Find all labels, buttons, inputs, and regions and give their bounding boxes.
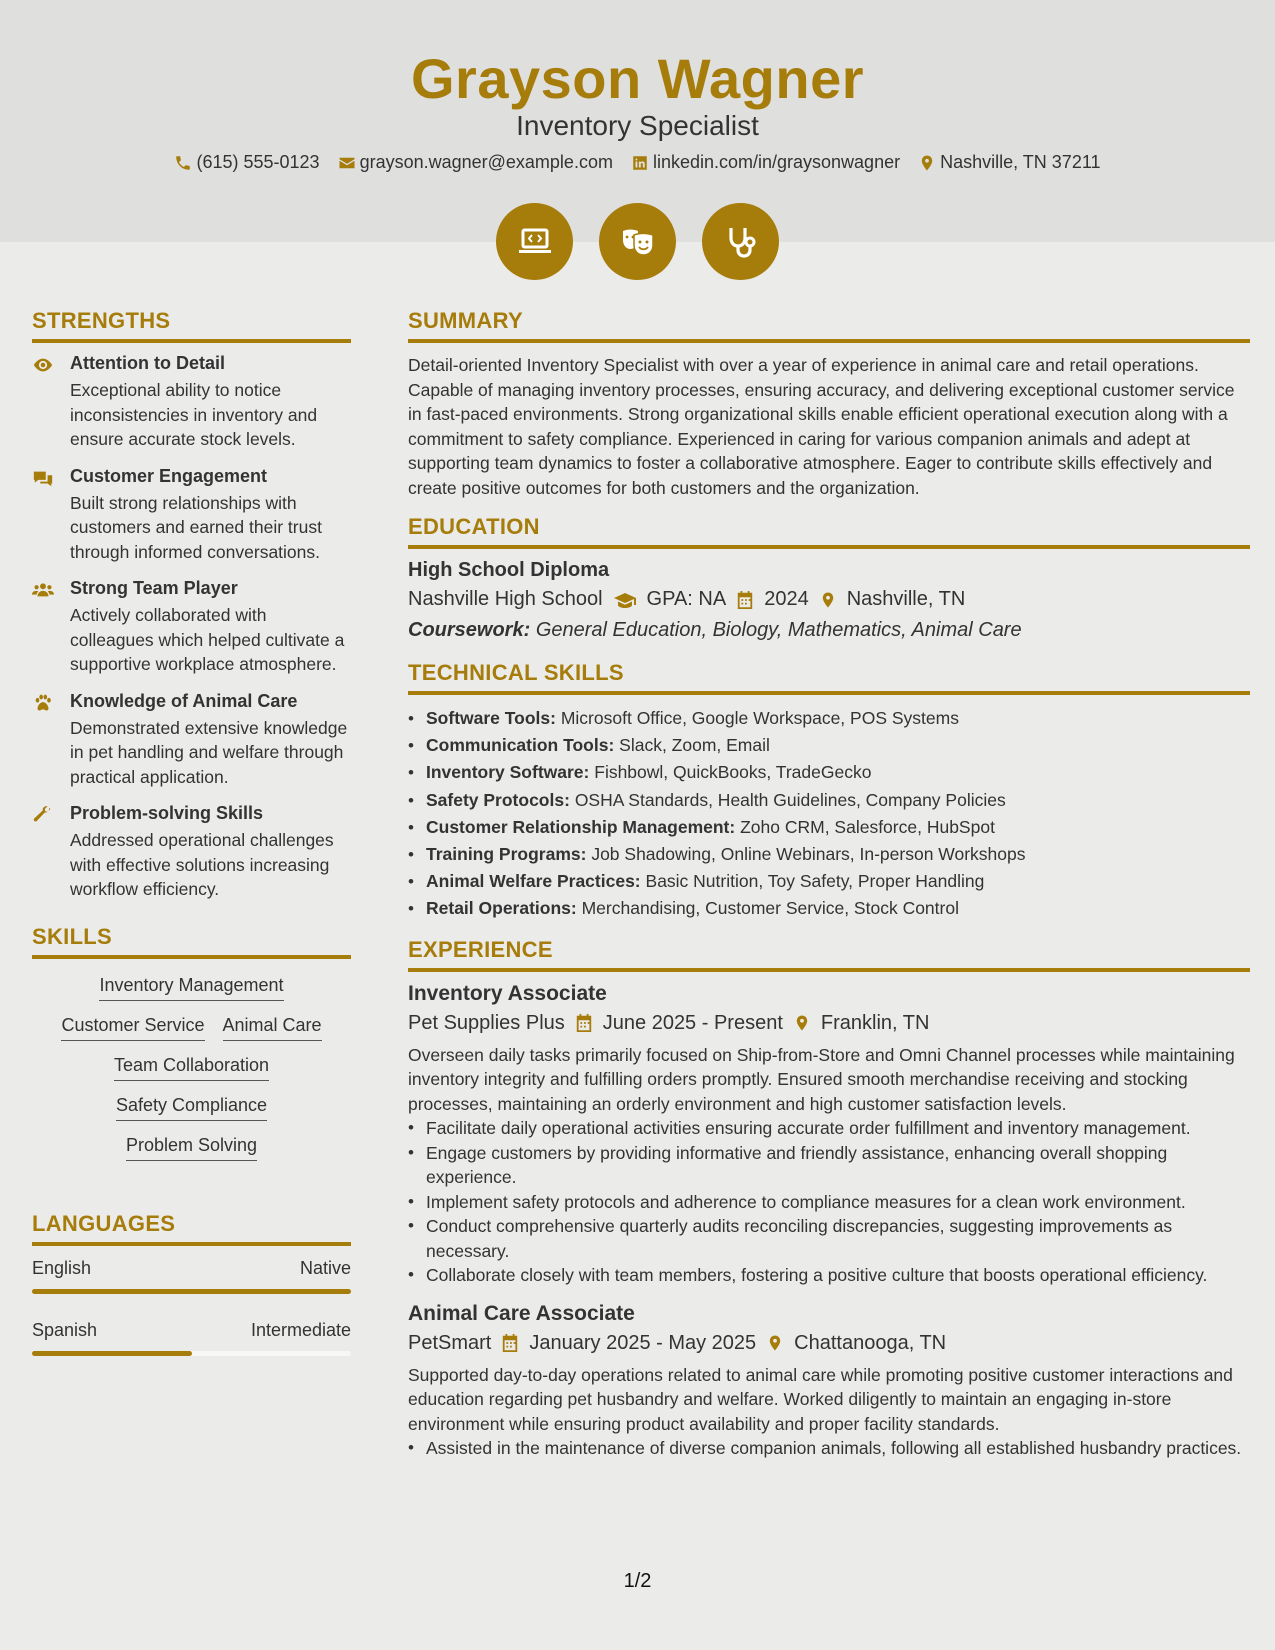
comments-icon (32, 468, 54, 488)
contact-bar (0, 152, 1275, 173)
phone-icon (174, 154, 192, 172)
strength-item (32, 578, 351, 677)
laptop-code-icon (515, 222, 555, 262)
skill-tag: Team Collaboration (114, 1055, 269, 1081)
list-item: • Retail Operations: Merchandising, Customer Service, Stock Control (408, 895, 1250, 922)
list-item: • Implement safety protocols and adherence to compliance measures for a clean work environment. (408, 1190, 1250, 1215)
calendar-icon (575, 1013, 593, 1033)
calendar-icon (501, 1333, 519, 1353)
contact-phone[interactable] (174, 152, 319, 173)
strength-title: Knowledge of Animal Care (70, 690, 298, 711)
job-location: Franklin, TN (820, 1011, 930, 1034)
list-item: • Inventory Software: Fishbowl, QuickBooks, TradeGecko (408, 759, 1250, 786)
wrench-icon (32, 805, 54, 825)
coursework-label: Coursework: (408, 619, 531, 641)
job-dates: June 2025 - Present (602, 1011, 783, 1034)
email-text: grayson.wagner@example.com (359, 152, 613, 172)
job-summary: Overseen daily tasks primarily focused on Ship-from-Store and Omni Channel processes while maintaining inventory integrity and fulfilling orders promptly. Ensured smooth merchandise receiving and stocking processes, maintaining an orderly environment and high customer satisfaction levels. (408, 1044, 1235, 1114)
candidate-name: Grayson Wagner (410, 47, 865, 110)
strength-item (32, 466, 351, 565)
list-item: • Animal Welfare Practices: Basic Nutrition, Toy Safety, Proper Handling (408, 868, 1250, 895)
language-item (32, 1258, 351, 1294)
users-icon (32, 580, 54, 600)
job-bullets (408, 1436, 1250, 1461)
list-item: • Facilitate daily operational activities ensuring accurate order fulfillment and inventory management. (408, 1116, 1250, 1141)
language-bar-fill (32, 1351, 192, 1356)
interest-circle-3 (702, 203, 779, 280)
right-column (408, 308, 1250, 1461)
education-year: 2024 (764, 588, 809, 610)
strengths-heading: STRENGTHS (32, 308, 351, 343)
education-gpa: GPA: NA (646, 588, 727, 610)
language-level: Intermediate (250, 1319, 351, 1340)
phone-text: (615) 555-0123 (196, 152, 320, 172)
language-item (32, 1320, 351, 1356)
skills-list (32, 969, 351, 1161)
technical-skills-heading: TECHNICAL SKILLS (408, 660, 1250, 695)
calendar-icon (736, 590, 754, 610)
skill-tag: Customer Service (61, 1015, 204, 1041)
strength-item (32, 803, 351, 902)
job-meta (408, 1332, 1250, 1355)
interest-circle-2 (599, 203, 676, 280)
strength-desc: Addressed operational challenges with effective solutions increasing workflow efficiency. (70, 830, 334, 899)
paw-icon (32, 693, 54, 713)
job-bullets (408, 1116, 1250, 1288)
list-item: • Conduct comprehensive quarterly audits reconciling discrepancies, suggesting improvements as necessary. (408, 1214, 1250, 1263)
list-item: • Training Programs: Job Shadowing, Online Webinars, In-person Workshops (408, 841, 1250, 868)
skills-heading: SKILLS (32, 924, 351, 959)
language-name: English (32, 1257, 92, 1278)
strength-title: Problem-solving Skills (70, 803, 264, 823)
language-bar (32, 1289, 351, 1294)
map-marker-icon (793, 1013, 811, 1033)
education-heading: EDUCATION (408, 514, 1250, 549)
language-level: Native (299, 1257, 351, 1278)
education-degree: High School Diploma (408, 559, 610, 581)
education-location: Nashville, TN (846, 588, 966, 610)
education-meta (408, 588, 1250, 611)
map-marker-icon (918, 154, 936, 172)
linkedin-icon (631, 154, 649, 172)
list-item: • Software Tools: Microsoft Office, Google Workspace, POS Systems (408, 705, 1250, 732)
candidate-title: Inventory Specialist (516, 110, 759, 141)
page-number: 1/2 (623, 1570, 652, 1592)
linkedin-text: linkedin.com/in/graysonwagner (652, 152, 901, 172)
list-item: • Communication Tools: Slack, Zoom, Email (408, 732, 1250, 759)
job-meta (408, 1012, 1250, 1035)
list-item: • Safety Protocols: OSHA Standards, Health Guidelines, Company Policies (408, 787, 1250, 814)
job-company: PetSmart (408, 1331, 492, 1354)
interest-circle-1 (496, 203, 573, 280)
list-item: • Collaborate closely with team members, fostering a positive culture that boosts operational efficiency. (408, 1263, 1250, 1288)
job-summary: Supported day-to-day operations related to animal care while promoting positive customer interactions and education regarding pet husbandry and welfare. Worked diligently to maintain an engaging in-store environment while ensuring product availability and proper facility standards. (408, 1364, 1233, 1434)
contact-linkedin[interactable] (631, 152, 900, 173)
stethoscope-icon (721, 222, 761, 262)
job-title: Animal Care Associate (408, 1301, 635, 1325)
education-coursework (408, 619, 1250, 642)
map-marker-icon (766, 1333, 784, 1353)
theater-masks-icon (618, 222, 658, 262)
strength-title: Strong Team Player (70, 578, 238, 598)
contact-email[interactable] (338, 152, 613, 173)
skill-tag: Safety Compliance (116, 1095, 267, 1121)
list-item: • Engage customers by providing informative and friendly assistance, enhancing overall shopping experience. (408, 1141, 1250, 1190)
skill-tag: Problem Solving (126, 1135, 257, 1161)
strength-item (32, 691, 351, 790)
languages-heading: LANGUAGES (32, 1211, 351, 1246)
job-dates: January 2025 - May 2025 (529, 1331, 757, 1354)
summary-heading: SUMMARY (408, 308, 1250, 343)
language-name: Spanish (32, 1319, 98, 1340)
strength-desc: Exceptional ability to notice inconsistencies in inventory and ensure accurate stock levels. (70, 380, 318, 449)
job-title: Inventory Associate (408, 981, 607, 1005)
list-item: • Customer Relationship Management: Zoho CRM, Salesforce, HubSpot (408, 814, 1250, 841)
interest-icons (0, 203, 1275, 280)
education-school: Nashville High School (408, 588, 603, 610)
job-location: Chattanooga, TN (794, 1331, 947, 1354)
language-bar-fill (32, 1289, 351, 1294)
skill-tag: Animal Care (223, 1015, 322, 1041)
strength-title: Attention to Detail (70, 353, 225, 373)
strength-item (32, 353, 351, 452)
strength-desc: Demonstrated extensive knowledge in pet handling and welfare through practical application. (70, 717, 348, 787)
eye-icon (32, 355, 54, 375)
skill-tag: Inventory Management (99, 975, 283, 1001)
technical-skills-list (408, 705, 1250, 923)
strength-desc: Built strong relationships with customers and earned their trust through informed conversations. (70, 492, 322, 562)
graduation-cap-icon (613, 590, 637, 610)
coursework-text: General Education, Biology, Mathematics, Animal Care (535, 619, 1022, 641)
list-item: • Assisted in the maintenance of diverse companion animals, following all established husbandry practices. (408, 1436, 1250, 1461)
experience-heading: EXPERIENCE (408, 937, 1250, 972)
envelope-icon (338, 154, 356, 172)
language-bar (32, 1351, 351, 1356)
map-marker-icon (819, 590, 837, 610)
left-column (32, 308, 351, 1382)
job-company: Pet Supplies Plus (408, 1011, 565, 1034)
contact-location (918, 152, 1100, 173)
strength-desc: Actively collaborated with colleagues which helped cultivate a supportive workplace atmosphere. (70, 605, 345, 674)
summary-text: Detail-oriented Inventory Specialist with over a year of experience in animal care and retail operations. Capable of managing inventory processes, ensuring accuracy, and delivering exceptional customer service in fast-paced environments. Strong organizational skills enable efficient operational execution along with a commitment to safety compliance. Experienced in caring for various companion animals and adept at supporting team dynamics to foster a collaborative atmosphere. Eager to contribute skills effectively and create positive outcomes for both customers and the organization. (408, 355, 1235, 498)
strength-title: Customer Engagement (70, 465, 268, 486)
location-text: Nashville, TN 37211 (940, 152, 1101, 172)
